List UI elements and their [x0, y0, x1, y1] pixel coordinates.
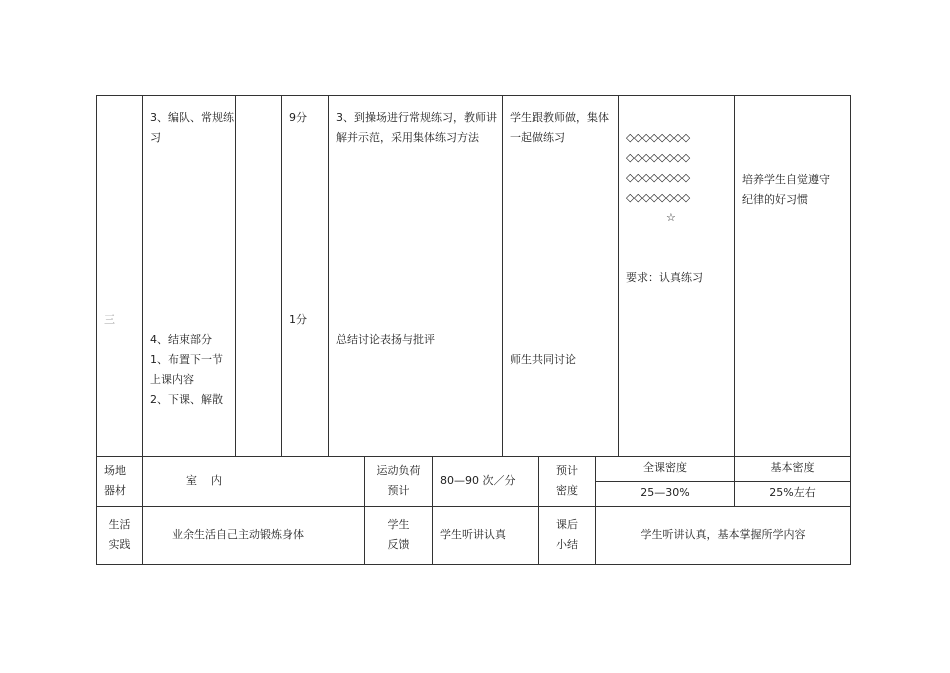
border-right — [850, 95, 851, 565]
part3-title: 3、编队、常规练 习 — [150, 111, 234, 144]
basic-density-label: 基本密度 — [770, 461, 815, 474]
part4-line: 2、下课、解散 — [150, 393, 223, 406]
part4-line: 4、结束部分 — [150, 333, 212, 346]
life-label: 生活 实践 — [108, 518, 131, 551]
formation-row: ◇◇◇◇◇◇◇◇ — [626, 171, 690, 184]
formation-row: ◇◇◇◇◇◇◇◇ — [626, 151, 690, 164]
divider-density — [596, 481, 851, 482]
life-value: 业余生活自己主动锻炼身体 — [172, 528, 304, 541]
teacher-activity-1: 3、到操场进行常规练习，教师讲 解并示范，采用集体练习方法 — [336, 111, 497, 144]
formation-row: ◇◇◇◇◇◇◇◇ — [626, 191, 690, 204]
load-label: 运动负荷 预计 — [376, 464, 421, 497]
part4-line: 上课内容 — [150, 373, 194, 386]
col-divider-4 — [328, 95, 329, 456]
col-divider-2 — [235, 95, 236, 456]
col-divider-b2 — [432, 456, 433, 565]
feedback-value: 学生听讲认真 — [440, 528, 506, 541]
col-divider-7 — [734, 95, 735, 456]
col-divider-5 — [502, 95, 503, 456]
goal-text: 培养学生自觉遵守 纪律的好习惯 — [742, 173, 830, 206]
divider-row1 — [96, 456, 851, 457]
section-number: 三 — [104, 313, 115, 326]
load-value: 80—90 次／分 — [440, 474, 516, 487]
col-divider-1 — [142, 95, 143, 565]
basic-density-value: 25%左右 — [769, 486, 816, 499]
col-divider-6 — [618, 95, 619, 456]
venue-value: 室 内 — [186, 474, 222, 487]
border-top — [96, 95, 851, 96]
student-activity-1: 学生跟教师做，集体 一起做练习 — [510, 111, 609, 144]
feedback-label: 学生 反馈 — [387, 518, 410, 551]
part4-line: 1、布置下一节 — [150, 353, 223, 366]
border-bottom — [96, 564, 851, 565]
summary-label: 课后 小结 — [556, 518, 578, 551]
requirement-text: 要求：认真练习 — [626, 271, 703, 284]
summary-value: 学生听讲认真，基本掌握所学内容 — [640, 528, 806, 541]
formation-row: ◇◇◇◇◇◇◇◇ — [626, 131, 690, 144]
col-divider-3 — [281, 95, 282, 456]
teacher-star-icon: ☆ — [666, 211, 676, 224]
full-density-label: 全课密度 — [643, 461, 687, 474]
full-density-value: 25—30% — [640, 486, 690, 499]
student-activity-2: 师生共同讨论 — [510, 353, 576, 366]
teacher-activity-2: 总结讨论表扬与批评 — [336, 333, 435, 346]
time-part3: 9分 — [289, 111, 307, 124]
venue-label: 场地 器材 — [104, 464, 126, 497]
time-part4: 1分 — [289, 313, 307, 326]
density-label: 预计 密度 — [556, 464, 578, 497]
border-left — [96, 95, 97, 565]
divider-row2 — [96, 506, 851, 507]
